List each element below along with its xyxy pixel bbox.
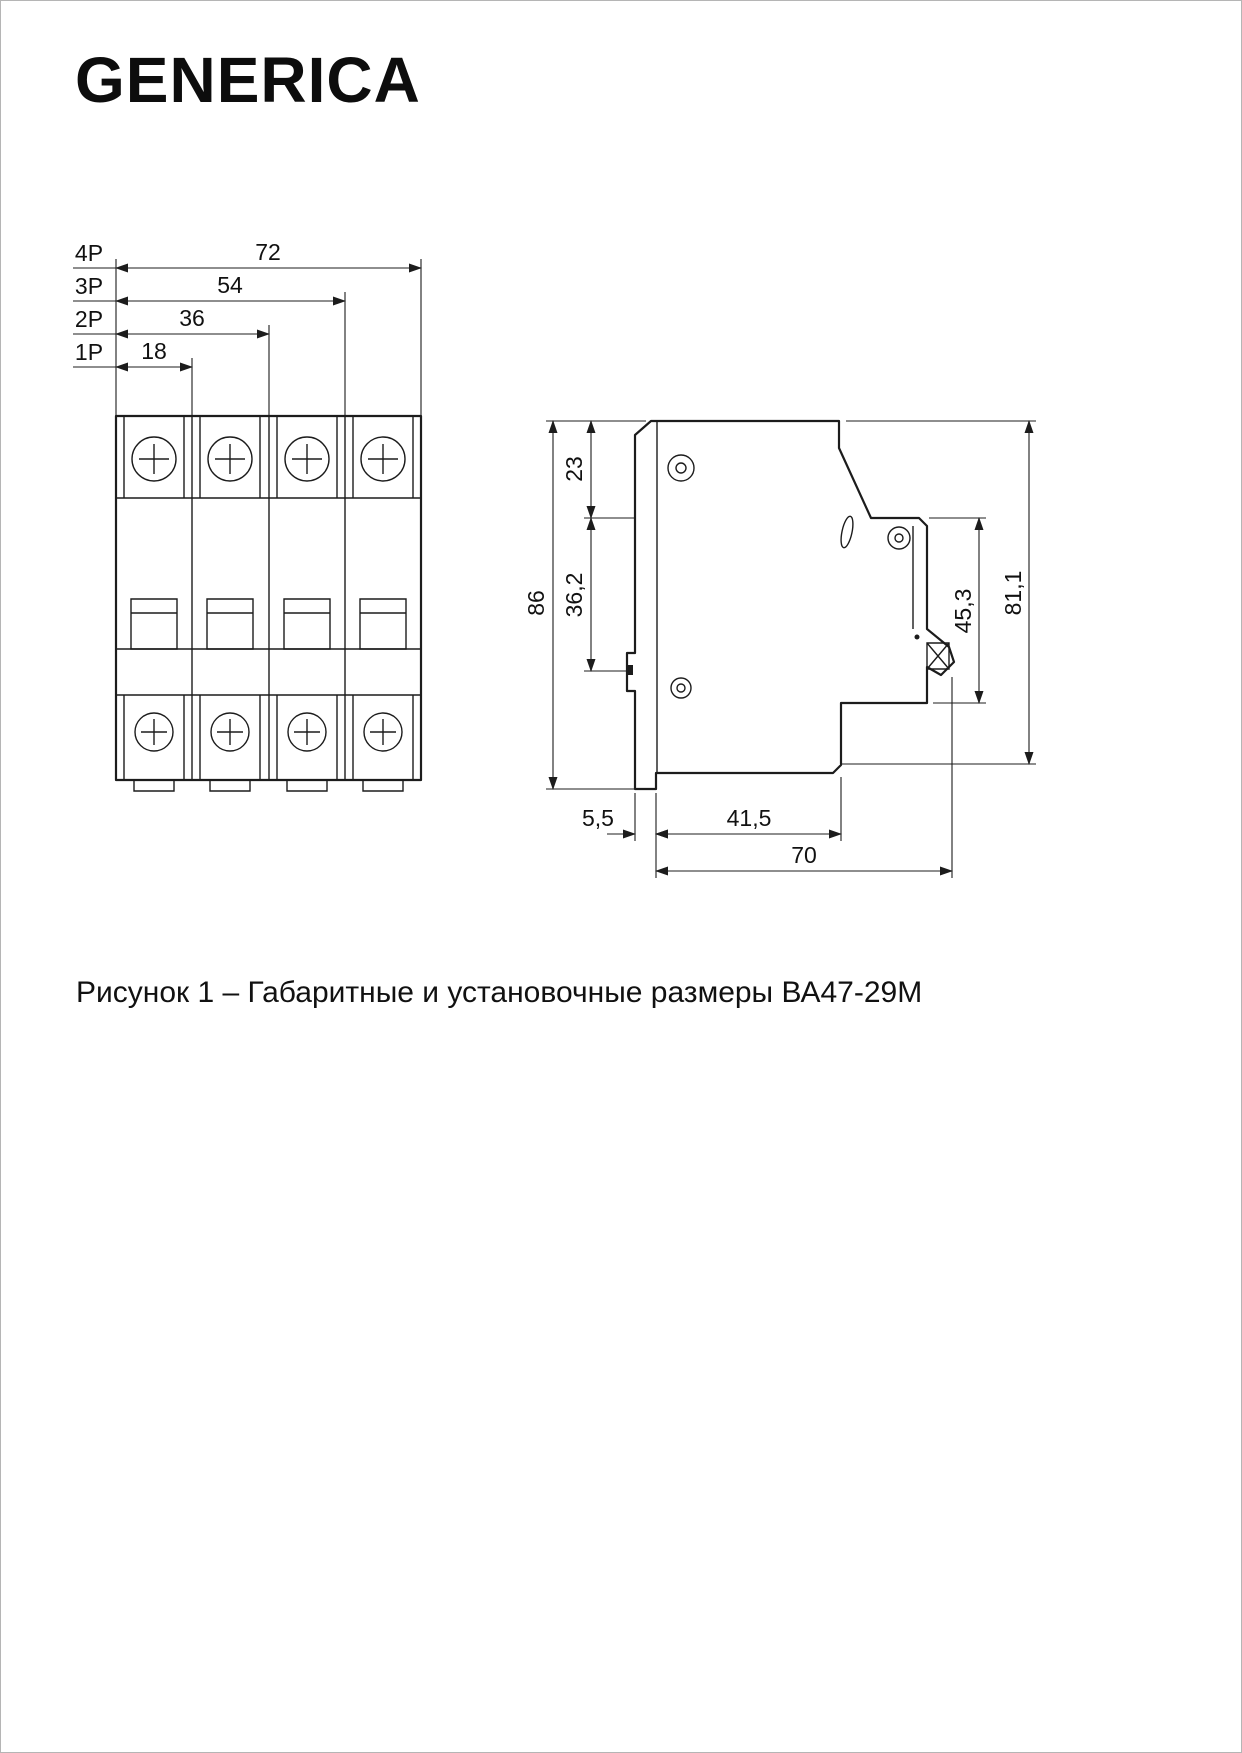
dim-1p-label: 1P <box>74 339 104 365</box>
dimension-drawing <box>1 1 1242 921</box>
dim-2p-value: 36 <box>179 305 205 331</box>
dim-2p-label: 2P <box>74 306 104 332</box>
dim-3p <box>73 272 345 301</box>
dim-41-5 <box>656 805 841 834</box>
dim-81-1-value: 81,1 <box>1000 570 1026 616</box>
terminal-mark <box>628 665 633 675</box>
dim-86-value: 86 <box>523 590 549 616</box>
side-view <box>523 421 1036 878</box>
dim-70 <box>656 842 952 871</box>
dim-1p-value: 18 <box>141 338 167 364</box>
dim-70-value: 70 <box>791 842 817 868</box>
dim-3p-label: 3P <box>74 273 104 299</box>
dim-23-value: 23 <box>561 456 587 482</box>
dim-3p-value: 54 <box>217 272 243 298</box>
dim-45-3 <box>950 518 979 703</box>
side-body <box>627 421 954 789</box>
dim-23 <box>561 421 591 518</box>
dim-86 <box>523 421 553 789</box>
dim-5-5-value: 5,5 <box>582 805 614 831</box>
dim-4p <box>73 239 421 268</box>
front-view <box>73 239 421 791</box>
dim-81-1 <box>1000 421 1029 764</box>
dim-36-2 <box>561 518 591 671</box>
figure-caption: Рисунок 1 – Габаритные и установочные размеры ВА47-29М <box>76 976 923 1009</box>
dim-1p <box>73 338 192 367</box>
brand-logo: GENERICA <box>75 44 421 116</box>
mounting-feet <box>134 780 403 791</box>
dim-45-3-value: 45,3 <box>950 588 976 634</box>
dim-5-5 <box>582 805 682 834</box>
dim-36-2-value: 36,2 <box>561 572 587 618</box>
dim-41-5-value: 41,5 <box>726 805 772 831</box>
dim-4p-value: 72 <box>255 239 281 265</box>
dim-2p <box>73 305 269 334</box>
dim-4p-label: 4P <box>74 240 104 266</box>
